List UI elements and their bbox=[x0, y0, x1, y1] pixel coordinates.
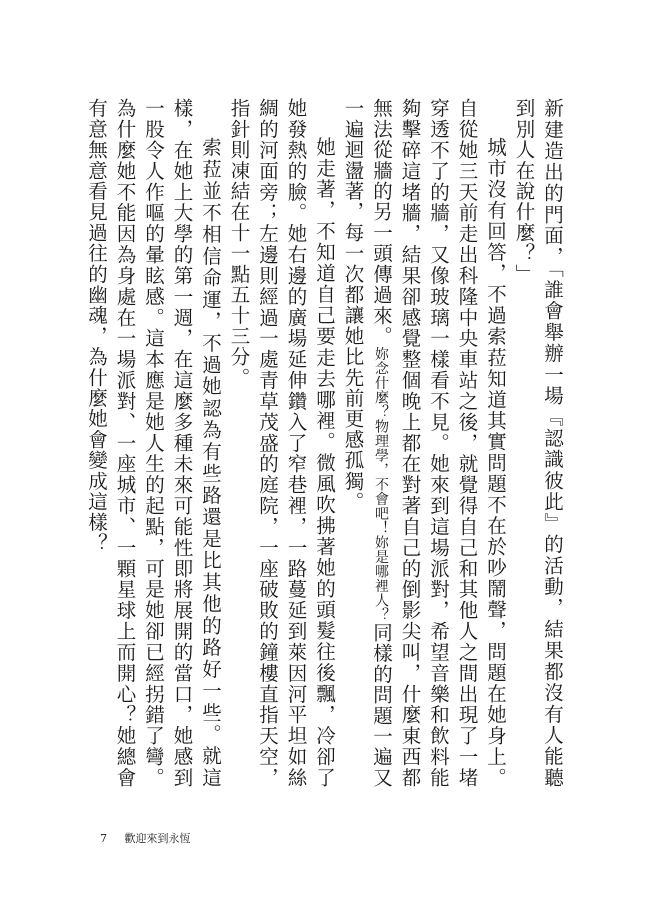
paragraph-3 bbox=[224, 98, 338, 788]
paragraph-text: 索菈並不相信命運，不過她認為有些路還是比其他的路好一些。就這樣，在她上大學的第一週，在這麼多種未來可能性即將展開的當口，她感到一股令人作嘔的暈眩感。這本應是她人生的起點，可是她卻已經拐錯了彎。為什麼她不能因為身處在一場派對、一座城市、一顆星球上而開心？她總會有意無意看見過往的幽魂，為什麼她會變成這樣？ bbox=[85, 98, 222, 788]
paragraph-text: 同樣的問題一遍又一遍迴盪著，每一次都讓她比先前更感孤獨。 bbox=[341, 98, 393, 789]
page-number: 7 bbox=[100, 832, 107, 845]
running-title: 歡迎來到永恆 bbox=[124, 832, 191, 845]
paragraph-1 bbox=[509, 98, 566, 788]
paragraph-text: 城市沒有回答，不過索菈知道其實問題不在於吵鬧聲，問題在她身上。自從她三天前走出科隆中央車站之後，就覺得自己和其他人之間出現了一堵穿透不了的牆，又像玻璃一樣看不見。她來到這場派對，希望音樂和飲料能夠擊碎這堵牆，結果卻感覺整個晚上都在對著自己的倒影尖叫，什麼東西都無法從牆的另一頭傳過來。 bbox=[370, 98, 507, 788]
inner-voice-text: 妳念什麼？物理學，不會吧！妳是哪裡人？ bbox=[373, 346, 389, 623]
vertical-text-block bbox=[82, 98, 567, 788]
paragraph-4 bbox=[82, 98, 225, 788]
paragraph-2 bbox=[338, 98, 509, 788]
page-footer bbox=[100, 830, 191, 846]
paragraph-text: 新建造出的門面，「誰會舉辦一場『認識彼此』的活動，結果都沒有人能聽到別人在說什麼？」 bbox=[512, 98, 564, 788]
paragraph-text: 她走著，不知道自己要走去哪裡。微風吹拂著她的頭髮往後飄，冷卻了她發熱的臉。她右邊的廣場延伸鑽入了窄巷裡，一路蔓延到萊因河平坦如絲綢的河面旁；左邊則經過一處青草茂盛的庭院，一座破敗的鐘樓直指天空，指針則凍結在十一點五十三分。 bbox=[227, 98, 336, 788]
